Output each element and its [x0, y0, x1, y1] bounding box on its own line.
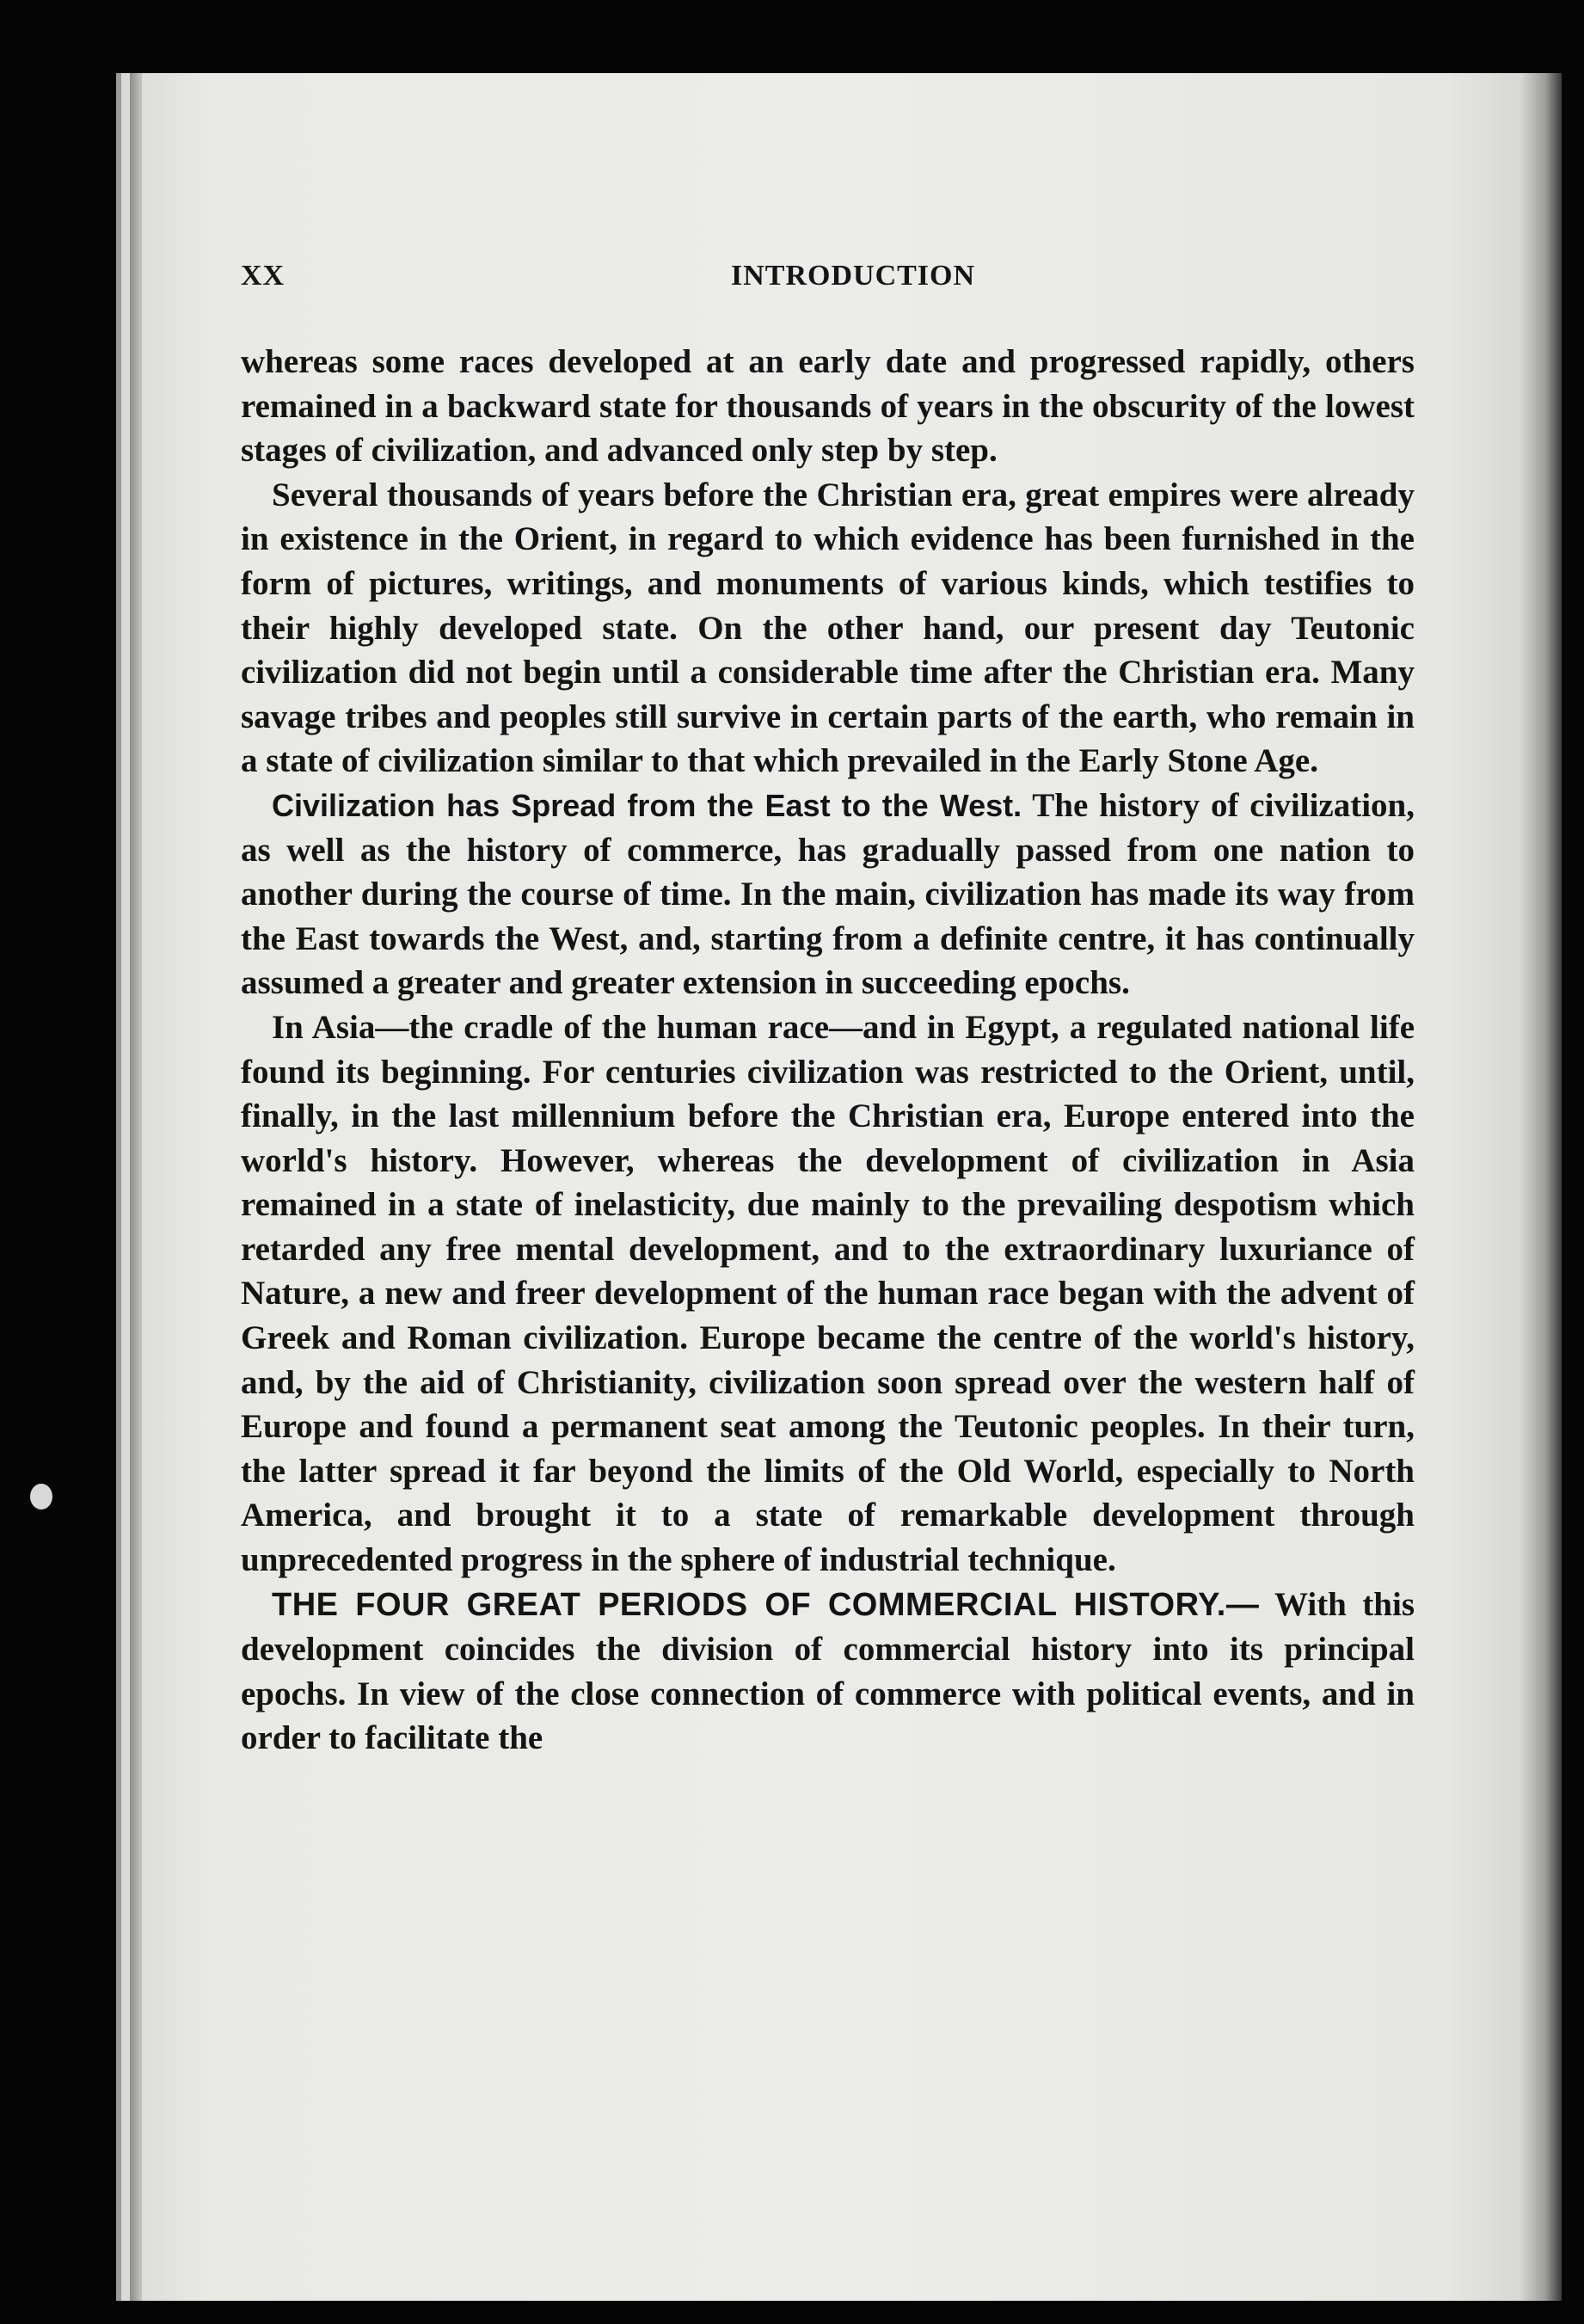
paragraph-empires [241, 473, 1415, 784]
paragraph-text: With this development coincides the division of commercial history into its principal epochs. In view of the close connection of commerce with political events, and in order to facilitate the [241, 1585, 1415, 1757]
side-heading: Civilization has Spread from the East to the West. [272, 787, 1022, 823]
paragraph-asia [241, 1005, 1415, 1583]
body-text [241, 340, 1415, 1761]
page-number: XX [241, 260, 285, 292]
section-heading: THE FOUR GREAT PERIODS OF COMMERCIAL HISTORY.— [272, 1586, 1260, 1623]
page-gutter [130, 73, 142, 2301]
paragraph-four-periods [241, 1583, 1415, 1761]
paragraph-text: whereas some races developed at an early date and progressed rapidly, others remained in a backward state for thousands of years in the obscurity of the lowest stages of civilization, and advanced only step by step. [241, 343, 1415, 470]
paragraph-text: In Asia—the cradle of the human race—and in Egypt, a regulated national life found its beginning. For centuries civilization was restricted to the Orient, until, finally, in the last millennium before the Christian era, Europe entered into the world's history. However, whereas the development of civilization in Asia remained in a state of inelasticity, due mainly to the prevailing despotism which retarded any free mental development, and to the extraordinary luxuriance of Nature, a new and freer development of the human race began with the advent of Greek and Roman civilization. Europe became the centre of the world's history, and, by the aid of Christianity, civilization soon spread over the western half of Europe and found a permanent seat among the Teutonic peoples. In their turn, the latter spread it far beyond the limits of the Old World, especially to North America, and brought it to a state of remarkable development through unprecedented progress in the sphere of industrial technique. [241, 1008, 1415, 1579]
paragraph-text: The history of civilization, as well as the history of commerce, has gradually passed from one nation to another during the course of time. In the main, civilization has made its way from the East towards the West, and, starting from a definite centre, it has continually assumed a greater and greater extension in succeeding epochs. [241, 786, 1415, 1002]
page-edge [1520, 73, 1562, 2301]
paragraph-continuation [241, 340, 1415, 473]
paragraph-east-to-west [241, 784, 1415, 1005]
scan-smudge [30, 1484, 52, 1509]
paragraph-text: Several thousands of years before the Christian era, great empires were already in existence in the Orient, in regard to which evidence has been furnished in the form of pictures, writings, and monuments of various kinds, which testifies to their highly developed state. On the other hand, our present day Teutonic civilization did not begin until a considerable time after the Christian era. Many savage tribes and peoples still survive in certain parts of the earth, who remain in a state of civilization similar to that which prevailed in the Early Stone Age. [241, 476, 1415, 780]
running-head [241, 260, 1415, 303]
running-title: INTRODUCTION [731, 260, 976, 292]
